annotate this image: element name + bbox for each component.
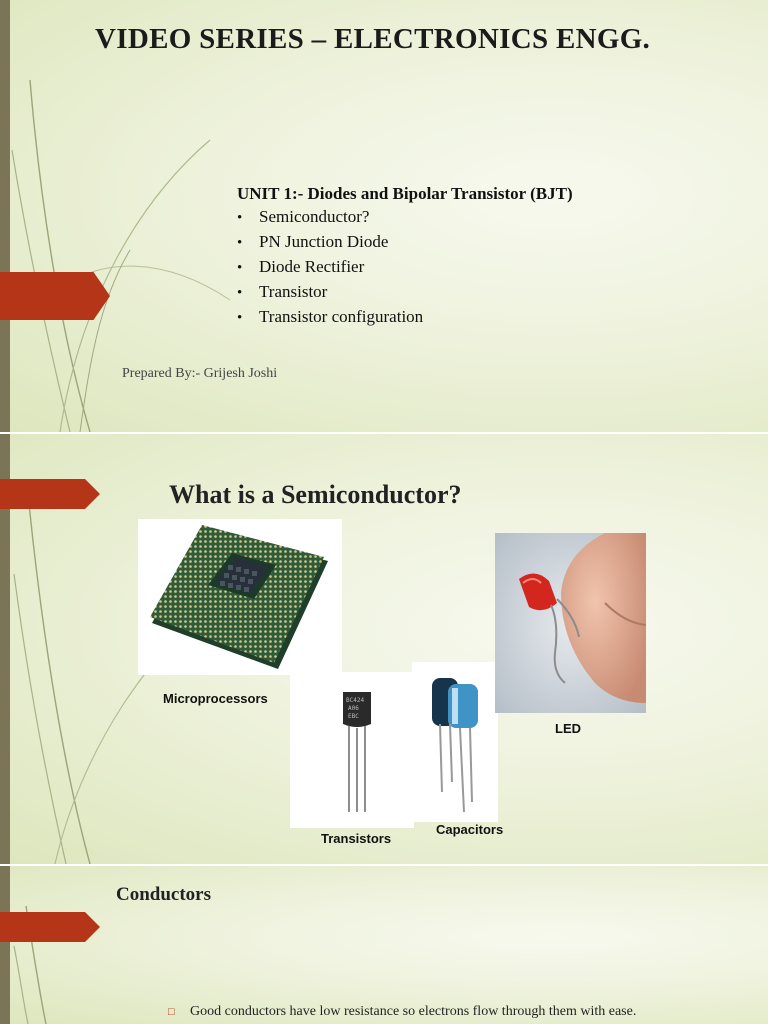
bullet-icon: • xyxy=(237,235,243,251)
caption-capacitors: Capacitors xyxy=(436,822,504,837)
capacitor-image xyxy=(412,662,498,822)
slide-sidebar xyxy=(0,866,10,1024)
slide-title xyxy=(0,0,768,432)
unit-heading: UNIT 1:- Diodes and Bipolar Transistor (BJT) xyxy=(237,184,573,203)
list-item xyxy=(237,230,717,255)
topic-label: PN Junction Diode xyxy=(259,232,389,251)
unit-block xyxy=(237,183,717,330)
topic-label: Diode Rectifier xyxy=(259,257,365,276)
caption-microprocessors: Microprocessors xyxy=(163,691,268,706)
transistor-image xyxy=(290,672,414,828)
list-item xyxy=(237,255,717,280)
topic-label: Semiconductor? xyxy=(259,207,370,226)
bullet-text: Good conductors have low resistance so electrons flow through them with ease. xyxy=(190,1004,637,1019)
slide-title: What is a Semiconductor? xyxy=(169,480,462,509)
microprocessor-image xyxy=(138,519,342,675)
transistor-marking: EBC xyxy=(348,713,359,720)
topic-label: Transistor xyxy=(259,282,328,301)
caption-led: LED xyxy=(555,721,581,736)
bullet-icon: □ xyxy=(168,1006,175,1018)
list-item xyxy=(237,205,717,230)
slide-sidebar xyxy=(0,0,10,432)
bullet-icon: • xyxy=(237,285,243,301)
led-image xyxy=(495,533,646,713)
list-item xyxy=(237,280,717,305)
prepared-by: Prepared By:- Grijesh Joshi xyxy=(122,366,278,381)
accent-arrow xyxy=(0,912,100,942)
topic-list xyxy=(237,205,717,330)
caption-transistors: Transistors xyxy=(321,831,392,846)
slide-conductors xyxy=(0,866,768,1024)
series-title: VIDEO SERIES – ELECTRONICS ENGG. xyxy=(95,23,651,55)
list-item xyxy=(168,1004,636,1020)
bullet-icon: • xyxy=(237,260,243,276)
accent-arrow xyxy=(0,272,110,320)
topic-label: Transistor configuration xyxy=(259,307,424,326)
slide-title: Conductors xyxy=(116,884,212,905)
bullet-icon: • xyxy=(237,210,243,226)
list-item xyxy=(237,305,717,330)
transistor-marking: A06 xyxy=(348,705,359,712)
bullet-icon: • xyxy=(237,310,243,326)
slide-semiconductor xyxy=(0,434,768,864)
transistor-marking: BC424 xyxy=(346,697,365,704)
accent-arrow xyxy=(0,479,100,509)
